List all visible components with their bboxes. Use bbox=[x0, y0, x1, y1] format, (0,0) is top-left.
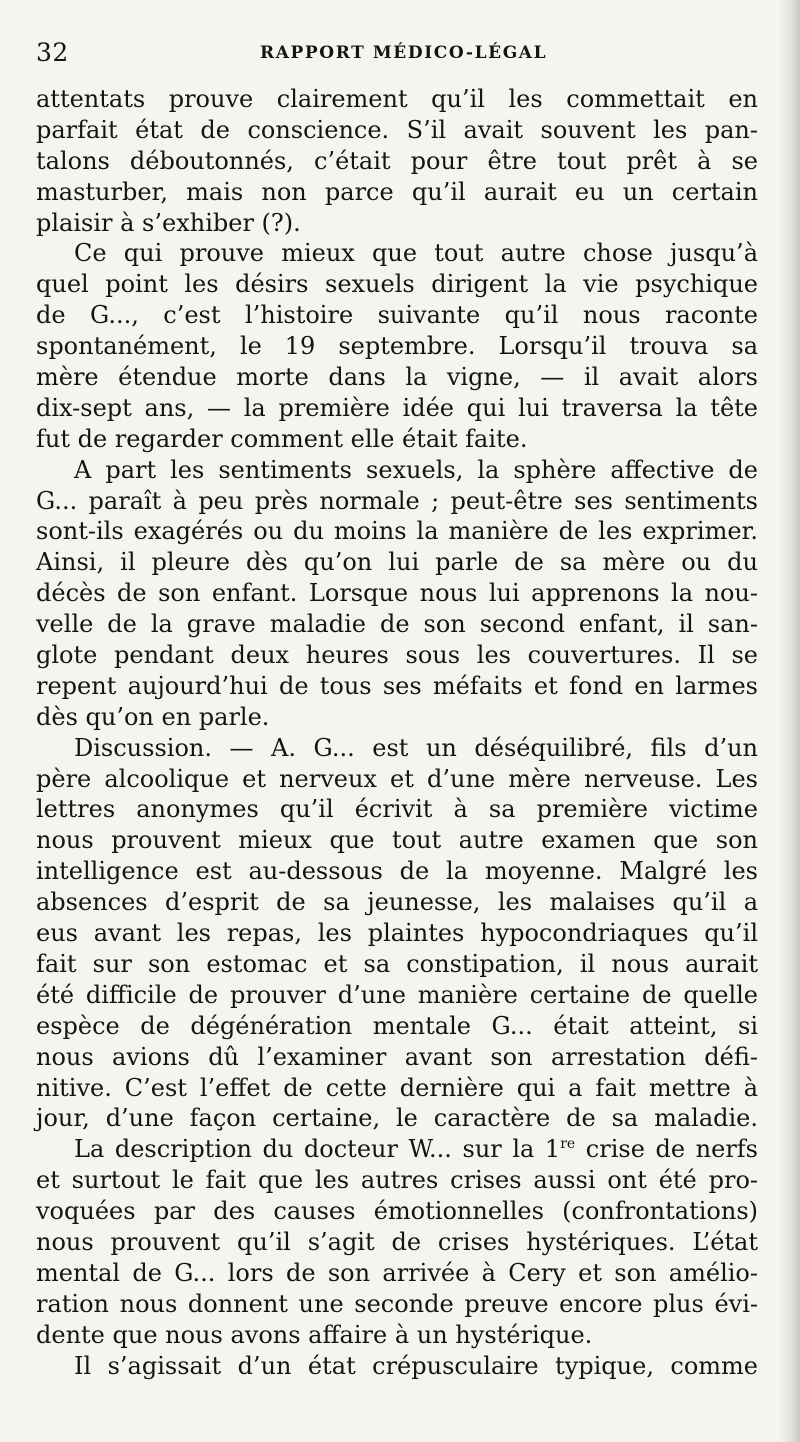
text-line: talons déboutonnés, c’était pour être tout prêt à se bbox=[36, 146, 758, 175]
text-line: fait sur son estomac et sa constipation, il nous aurait bbox=[36, 949, 758, 978]
text-line: plaisir à s’exhiber (?). bbox=[36, 208, 301, 237]
text-line: de G..., c’est l’histoire suivante qu’il nous raconte bbox=[36, 301, 758, 330]
text-fragment: La description du docteur W... sur la 1 bbox=[74, 1135, 561, 1164]
text-line: voquées par des causes émotionnelles (confrontations) bbox=[36, 1197, 758, 1226]
text-line: Il s’agissait d’un état crépusculaire typique, comme bbox=[74, 1351, 758, 1380]
text-line: Ce qui prouve mieux que tout autre chose jusqu’à bbox=[74, 239, 758, 268]
body-text bbox=[36, 84, 758, 1381]
page-header bbox=[36, 38, 756, 68]
text-line: dente que nous avons affaire à un hystérique. bbox=[36, 1320, 593, 1349]
text-line: fut de regarder comment elle était faite. bbox=[36, 424, 528, 453]
text-line: masturber, mais non parce qu’il aurait eu un certain bbox=[36, 177, 758, 206]
running-head: RAPPORT MÉDICO-LÉGAL bbox=[260, 43, 548, 63]
text-line: Discussion. — A. G... est un déséquilibré, fils d’un bbox=[74, 733, 758, 762]
text-line: attentats prouve clairement qu’il les commettait en bbox=[36, 85, 758, 113]
text-line: décès de son enfant. Lorsque nous lui apprenons la nou- bbox=[36, 579, 758, 608]
page-number: 32 bbox=[36, 38, 69, 67]
text-line: espèce de dégénération mentale G... était atteint, si bbox=[36, 1011, 758, 1040]
text-line: sont-ils exagérés ou du moins la manière de les exprimer. bbox=[36, 517, 758, 546]
text-line: mental de G... lors de son arrivée à Cery et son amélio- bbox=[36, 1258, 758, 1287]
text-line: parfait état de conscience. S’il avait souvent les pan- bbox=[36, 115, 758, 144]
text-line: mère étendue morte dans la vigne, — il avait alors bbox=[36, 363, 758, 392]
text-line: intelligence est au-dessous de la moyenne. Malgré les bbox=[36, 857, 758, 886]
text-fragment: crise de nerfs bbox=[575, 1135, 758, 1164]
text-line: été difficile de prouver d’une manière certaine de quelle bbox=[36, 980, 758, 1009]
text-line: nous prouvent qu’il s’agit de crises hystériques. L’état bbox=[36, 1227, 758, 1256]
text-line: jour, d’une façon certaine, le caractère de sa maladie. bbox=[36, 1104, 758, 1133]
page-edge-shadow bbox=[778, 0, 800, 1442]
text-line: nous prouvent mieux que tout autre examen que son bbox=[36, 826, 758, 855]
text-line: repent aujourd’hui de tous ses méfaits et fond en larmes bbox=[36, 671, 758, 700]
text-line: ration nous donnent une seconde preuve encore plus évi- bbox=[36, 1289, 758, 1318]
text-line: lettres anonymes qu’il écrivit à sa première victime bbox=[36, 795, 758, 824]
text-line: quel point les désirs sexuels dirigent la vie psychique bbox=[36, 270, 758, 299]
text-line: et surtout le fait que les autres crises aussi ont été pro- bbox=[36, 1166, 758, 1195]
text-line: dix-sept ans, — la première idée qui lui traversa la tête bbox=[36, 393, 758, 422]
text-line: velle de la grave maladie de son second enfant, il san- bbox=[36, 610, 758, 639]
text-line-with-superscript bbox=[36, 1134, 758, 1165]
text-line: nous avions dû l’examiner avant son arrestation défi- bbox=[36, 1042, 758, 1071]
text-line: absences d’esprit de sa jeunesse, les malaises qu’il a bbox=[36, 888, 758, 917]
text-line: glote pendant deux heures sous les couvertures. Il se bbox=[36, 641, 758, 670]
superscript: re bbox=[560, 1136, 576, 1153]
text-line: dès qu’on en parle. bbox=[36, 702, 270, 731]
text-line: père alcoolique et nerveux et d’une mère nerveuse. Les bbox=[36, 764, 758, 793]
text-line: eus avant les repas, les plaintes hypocondriaques qu’il bbox=[36, 919, 758, 948]
text-line: nitive. C’est l’effet de cette dernière qui a fait mettre à bbox=[36, 1073, 758, 1102]
text-line: G... paraît à peu près normale ; peut-être ses sentiments bbox=[36, 486, 758, 515]
text-line: spontanément, le 19 septembre. Lorsqu’il trouva sa bbox=[36, 332, 758, 361]
text-line: A part les sentiments sexuels, la sphère affective de bbox=[74, 455, 758, 484]
text-line: Ainsi, il pleure dès qu’on lui parle de sa mère ou du bbox=[36, 548, 758, 577]
